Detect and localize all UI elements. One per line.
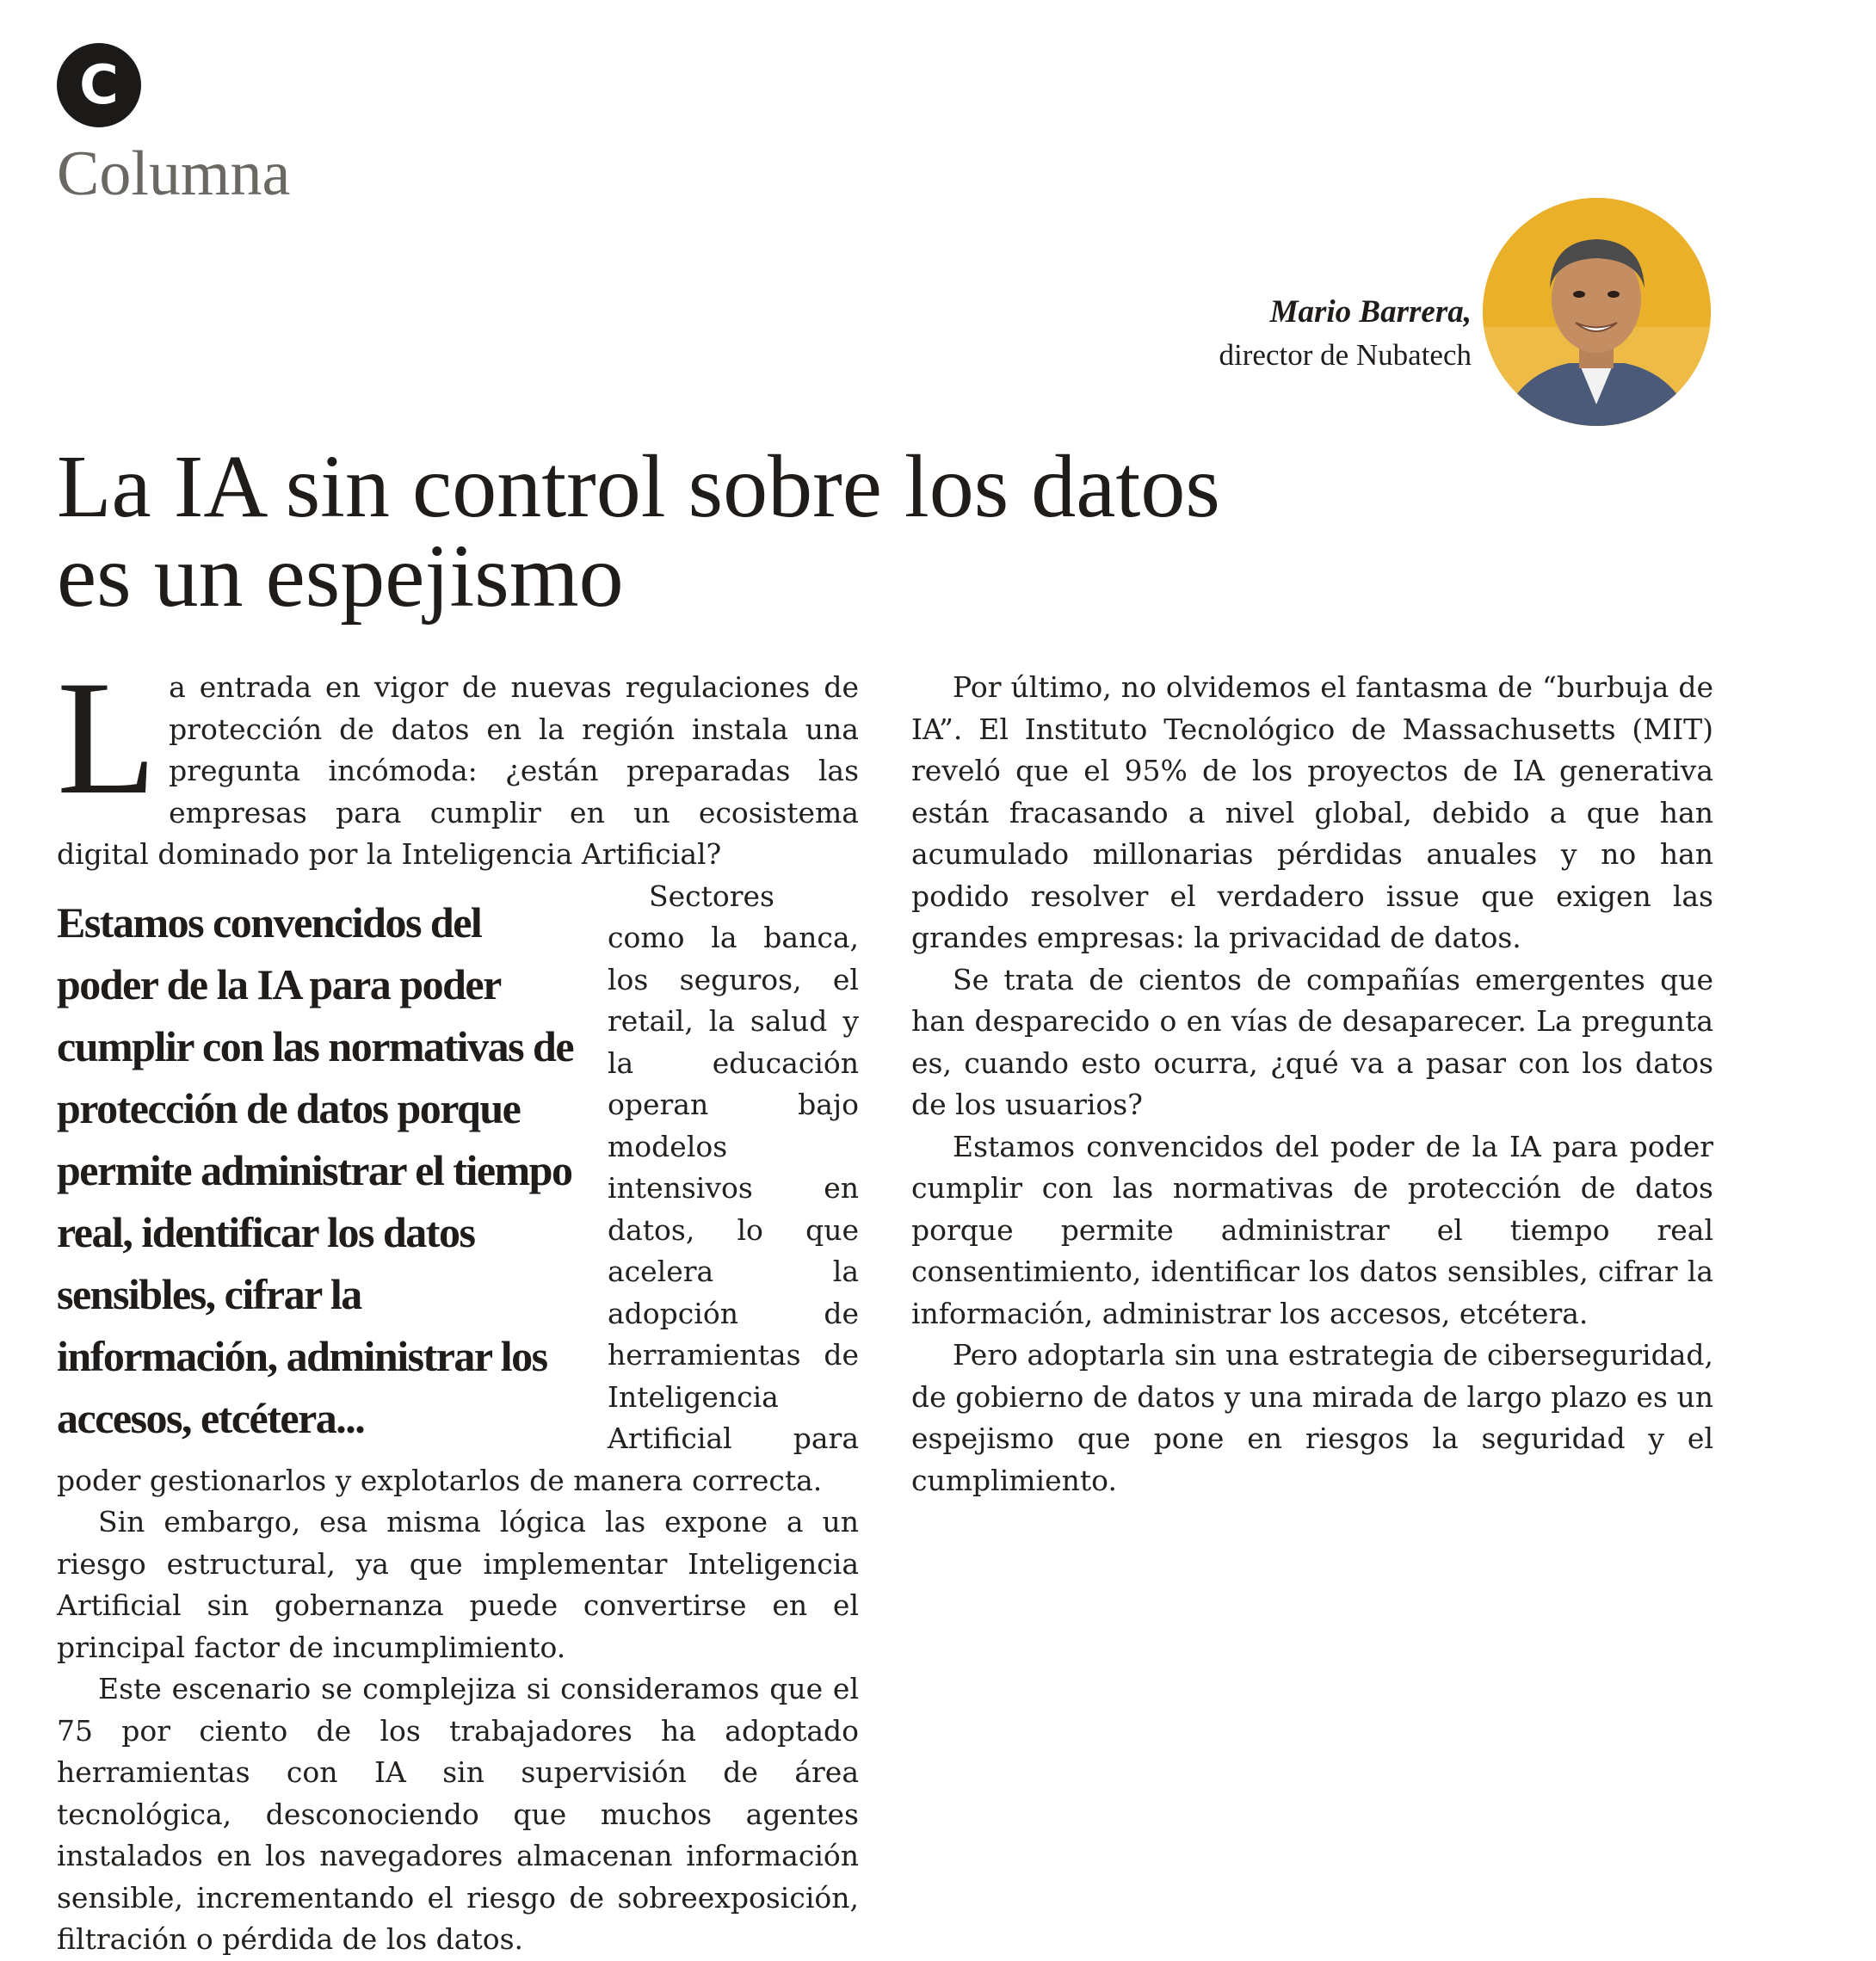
- paragraph-1-text: a entrada en vigor de nuevas regulaciones de protección de datos en la región instala una pregunta incómoda: ¿están preparadas las empresas para cumplir en un ecosistema digital dominado por la Inteligencia Artificial?: [57, 670, 859, 871]
- article-paragraph-2: Sectores como la banca, los seguros, el retail, la salud y la educación operan bajo modelos intensivos en datos, lo que acelera la adopción de herramientas de Inteligencia Artificial para poder gestionarlos y explotarlos de manera correcta.: [57, 879, 859, 1497]
- headline-line-2: es un espejismo: [57, 527, 624, 626]
- author-name: Mario Barrera,: [1269, 294, 1472, 330]
- headline: [57, 437, 1348, 626]
- article-column-left: [57, 648, 859, 1961]
- author-photo: [1483, 198, 1711, 426]
- article-paragraph-7: Estamos convencidos del poder de la IA para poder cumplir con las normativas de protección de datos porque permite administrar el tiempo real consentimiento, identificar los datos sensibles, cifrar la información, administrar los accesos, etcétera.: [911, 1129, 1713, 1330]
- author-byline: [1219, 291, 1472, 377]
- article-column-right: [911, 667, 1713, 1502]
- article-paragraph-4: Este escenario se complejiza si consideramos que el 75 por ciento de los trabajadores ha adoptado herramientas con IA sin supervisión de área tecnológica, desconociendo que muchos agentes instalados en los navegadores almacenan información sensible, incrementando el riesgo de sobreexposición, filtración o pérdida de los datos.: [57, 1672, 859, 1956]
- article-paragraph-1: [57, 648, 859, 876]
- section-badge-letter: C: [79, 53, 119, 116]
- drop-cap: L: [57, 648, 157, 829]
- article-paragraph-8: Pero adoptarla sin una estrategia de ciberseguridad, de gobierno de datos y una mirada de largo plazo es un espejismo que pone en riesgos la seguridad y el cumplimiento.: [911, 1338, 1713, 1497]
- section-badge: [57, 43, 141, 127]
- author-role: director de Nubatech: [1219, 338, 1472, 372]
- author-portrait-icon: [1483, 198, 1711, 426]
- headline-line-1: La IA sin control sobre los datos: [57, 437, 1220, 536]
- article-paragraph-5: Por último, no olvidemos el fantasma de “burbuja de IA”. El Instituto Tecnológico de Massachusetts (MIT) reveló que el 95% de los proyectos de IA generativa están fracasando a nivel global, debido a que han acumulado millonarias pérdidas anuales y no han podido resolver el verdadero issue que exigen las grandes empresas: la privacidad de datos.: [911, 670, 1713, 954]
- article-paragraph-6: Se trata de cientos de compañías emergentes que han desparecido o en vías de desaparecer. La pregunta es, cuando esto ocurra, ¿qué va a pasar con los datos de los usuarios?: [911, 962, 1713, 1121]
- pull-quote: Estamos convencidos del poder de la IA para poder cumplir con las normativas de protección de datos porque permite administrar el tiempo real, identificar los datos sensibles, cifrar la información, administrar los accesos, etcétera...: [57, 897, 574, 1442]
- section-label: Columna: [57, 139, 291, 209]
- article-paragraph-3: Sin embargo, esa misma lógica las expone a un riesgo estructural, ya que implementar Inteligencia Artificial sin gobernanza puede convertirse en el principal factor de incumplimiento.: [57, 1505, 859, 1664]
